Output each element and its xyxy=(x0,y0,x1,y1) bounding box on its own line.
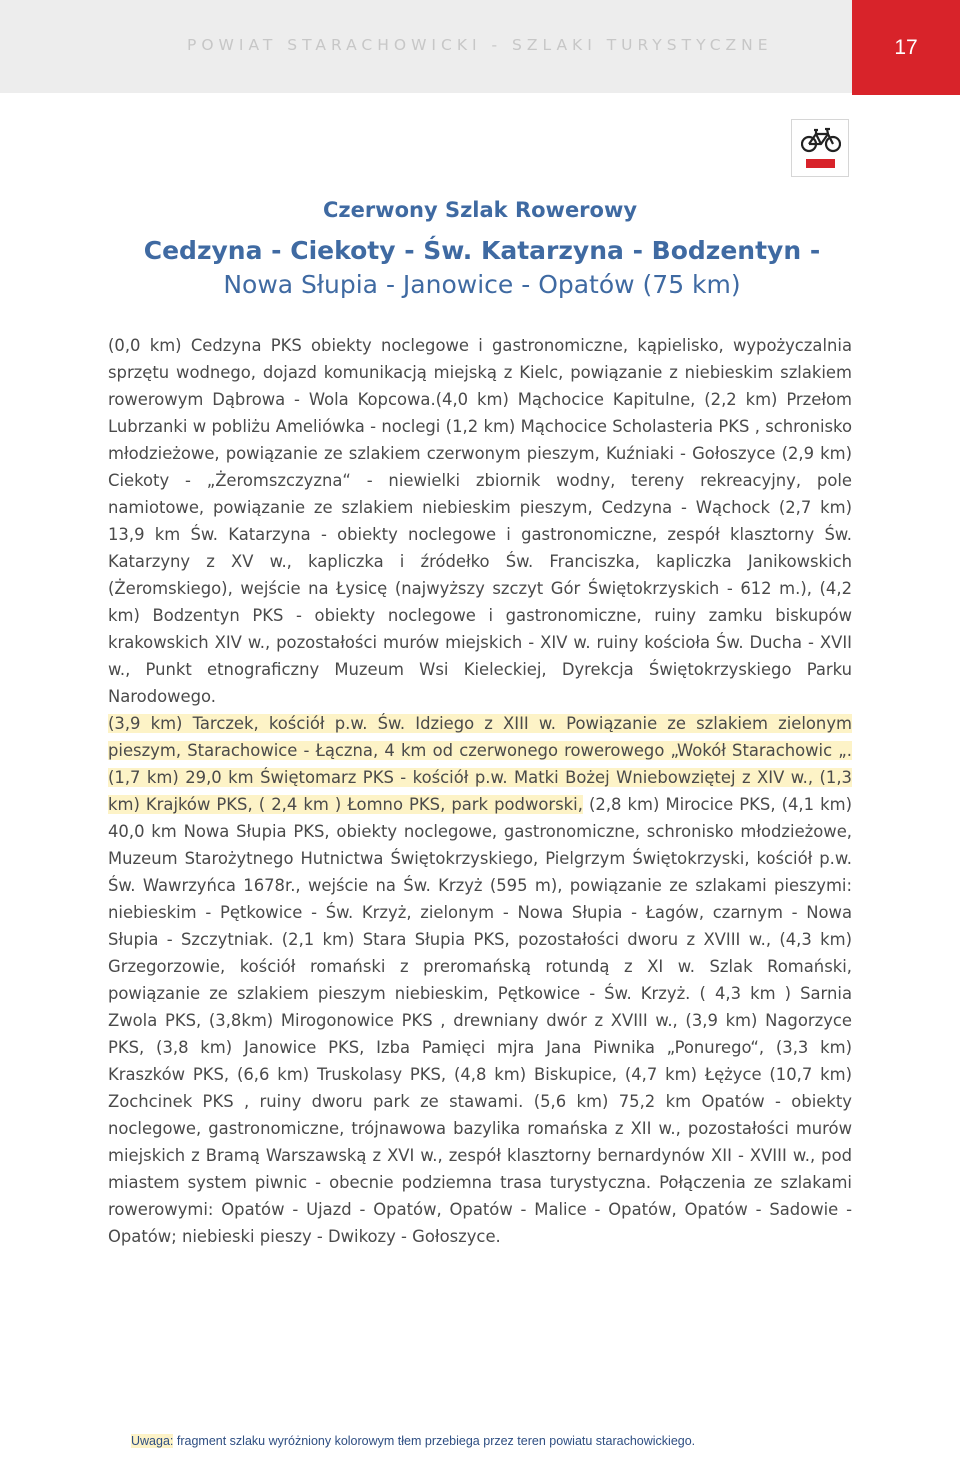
trail-type: Czerwony Szlak Rowerowy xyxy=(322,198,638,222)
footnote-label: Uwaga: xyxy=(131,1434,174,1448)
header-title: POWIAT STARACHOWICKI - SZLAKI TURYSTYCZNE xyxy=(187,36,773,54)
trail-title xyxy=(100,234,864,302)
description-part-1: (0,0 km) Cedzyna PKS obiekty noclegowe i gastronomiczne, kąpielisko, wypożyczalnia sprzętu wodnego, dojazd komunikacją miejską z Kielc, powiązanie z niebieskim szlakiem rowerowym Dąbrowa - Wola Kopcowa.(4,0 km) Mąchocice Kapitulne, (2,2 km) Przełom Lubrzanki w pobliżu Ameliówka - noclegi (1,2 km) Mąchocice Scholasteria PKS , schronisko młodzieżowe, powiązanie ze szlakiem czerwonym pieszym, Kuźniaki - Gołoszyce (2,9 km) Ciekoty - „Żeromszczyzna“ - niewielki zbiornik wodny, tereny rekreacyjny, pole namiotowe, powiązanie ze szlakiem niebieskim pieszym, Cedzyna - Wąchock (2,7 km) 13,9 km Św. Katarzyna - obiekty noclegowe i gastronomiczne, zespół klasztorny Św. Katarzyny z XV w., kapliczka i źródełko Św. Franciszka, kapliczka Janikowskich (Żeromskiego), wejście na Łysicę (najwyższy szczyt Gór Świętokrzyskich - 612 m.), (4,2 km) Bodzentyn PKS - obiekty noclegowe i gastronomiczne, ruiny zamku biskupów krakowskich XIV w., pozostałości murów miejskich - XIV w. ruiny kościoła Św. Ducha - XVII w., Punkt etnograficzny Muzeum Wsi Kieleckiej, Dyrekcja Świętokrzyskiego Parku Narodowego. xyxy=(108,336,852,706)
trail-title-continued: Nowa Słupia - Janowice - Opatów (75 km) xyxy=(223,270,741,299)
header-band xyxy=(0,0,852,93)
footnote xyxy=(131,1434,695,1448)
trail-title-main: Cedzyna - Ciekoty - Św. Katarzyna - Bodzentyn - xyxy=(143,236,821,265)
bicycle-icon xyxy=(801,127,841,153)
page-number: 17 xyxy=(852,0,960,95)
description-part-2: (2,8 km) Mirocice PKS, (4,1 km) 40,0 km Nowa Słupia PKS, obiekty noclegowe, gastronomiczne, schronisko młodzieżowe, Muzeum Starożytnego Hutnictwa Świętokrzyskiego, Pielgrzym Świętokrzyski, kościół p.w. Św. Wawrzyńca 1678r., wejście na Św. Krzyż (595 m), powiązanie ze szlakami pieszymi: niebieskim - Pętkowice - Św. Krzyż, zielonym - Nowa Słupia - Łagów, czarnym - Nowa Słupia - Szczytniak. (2,1 km) Stara Słupia PKS, pozostałości dworu z XVIII w., (4,3 km) Grzegorzowie, kościół romański z preromańską rotundą z XI w. Szlak Romański, powiązanie ze szlakiem pieszym niebieskim, Pętkowice - Św. Krzyż. ( 4,3 km ) Sarnia Zwola PKS, (3,8km) Mirogonowice PKS , drewniany dwór z XVIII w., (3,9 km) Nagorzyce PKS, (3,8 km) Janowice PKS, Izba Pamięci mjra Jana Piwnika „Ponurego“, (3,3 km) Kraszków PKS, (6,6 km) Truskolasy PKS, (4,8 km) Biskupice, (4,7 km) Łężyce (10,7 km) Zochcinek PKS , ruiny dworu park ze stawami. (5,6 km) 75,2 km Opatów - obiekty noclegowe, gastronomiczne, trójnawowa bazylika romańska z XII w., pozostałości murów miejskich z Bramą Warszawską z XVI w., zespół klasztorny bernardynów XII - XVIII w., pod miastem system piwnic - obecnie podziemna trasa turystyczna. Połączenia ze szlakami rowerowymi: Opatów - Ujazd - Opatów, Opatów - Malice - Opatów, Opatów - Sadowie - Opatów; niebieski pieszy - Dwikozy - Gołoszyce. xyxy=(108,795,852,1246)
footnote-text: fragment szlaku wyróżniony kolorowym tłem przebiega przez teren powiatu starachowickiego. xyxy=(173,1434,696,1448)
red-trail-stripe xyxy=(806,159,835,168)
highlighted-section: (3,9 km) Tarczek, kościół p.w. Św. Idziego z XIII w. Powiązanie ze szlakiem zielonym pieszym, Starachowice - Łączna, 4 km od czerwonego rowerowego „Wokół Starachowic „. (1,7 km) 29,0 km Świętomarz PKS - kościół p.w. Matki Bożej Wniebowziętej z XIV w., (1,3 km) Krajków PKS, ( 2,4 km ) Łomno PKS, park podworski, xyxy=(108,714,852,814)
trail-description xyxy=(108,332,852,1250)
trail-sign xyxy=(791,119,849,177)
